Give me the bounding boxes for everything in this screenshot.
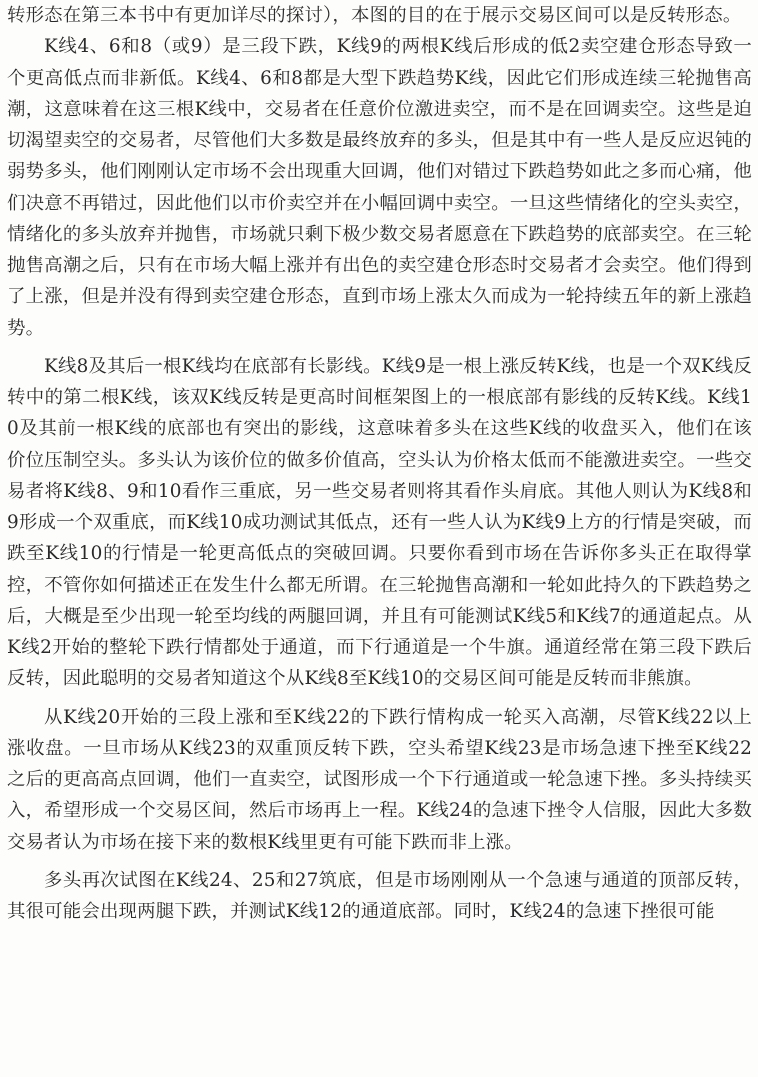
paragraph-buy-climax: 从K线20开始的三段上涨和至K线22的下跌行情构成一轮买入高潮，尽管K线22以上涨收盘。一旦市场从K线23的双重顶反转下跌，空头希望K线23是市场急速下挫至K线22之后的更高高点回调，他们一直卖空，试图形成一个下行通道或一轮急速下挫。多头持续买入，希望形成一个交易区间，然后市场再上一程。K线24的急速下挫令人信服，因此大多数交易者认为市场在接下来的数根K线里更有可能下跌而非上涨。	[7, 706, 752, 853]
paragraph-bottoming-attempt: 多头再次试图在K线24、25和27筑底，但是市场刚刚从一个急速与通道的顶部反转，其很可能会出现两腿下跌，并测试K线12的通道底部。同时，K线24的急速下挫很可能	[7, 869, 752, 922]
paragraph-continued: 转形态在第三本书中有更加详尽的探讨），本图的目的在于展示交易区间可以是反转形态。	[7, 5, 742, 26]
body-text	[7, 0, 752, 927]
paragraph-three-selling-climaxes: K线4、6和8（或9）是三段下跌，K线9的两根K线后形成的低2卖空建仓形态导致一个更高低点而非新低。K线4、6和8都是大型下跌趋势K线，因此它们形成连续三轮抛售高潮，这意味着在这三根K线中，交易者在任意价位激进卖空，而不是在回调卖空。这些是迫切渴望卖空的交易者，尽管他们大多数是最终放弃的多头，但是其中有一些人是反应迟钝的弱势多头，他们刚刚认定市场不会出现重大回调，他们对错过下跌趋势如此之多而心痛，他们决意不再错过，因此他们以市价卖空并在小幅回调中卖空。一旦这些情绪化的空头卖空，情绪化的多头放弃并抛售，市场就只剩下极少数交易者愿意在下跌趋势的底部卖空。在三轮抛售高潮之后，只有在市场大幅上涨并有出色的卖空建仓形态时交易者才会卖空。他们得到了上涨，但是并没有得到卖空建仓形态，直到市场上涨太久而成为一轮持续五年的新上涨趋势。	[7, 36, 752, 339]
paragraph-bottom-tails: K线8及其后一根K线均在底部有长影线。K线9是一根上涨反转K线，也是一个双K线反转中的第二根K线，该双K线反转是更高时间框架图上的一根底部有影线的反转K线。K线10及其前一根K线的底部也有突出的影线，这意味着多头在这些K线的收盘买入，他们在该价位压制空头。多头认为该价位的做多价值高，空头认为价格太低而不能激进卖空。一些交易者将K线8、9和10看作三重底，另一些交易者则将其看作头肩底。其他人则认为K线8和9形成一个双重底，而K线10成功测试其低点，还有一些人认为K线9上方的行情是突破，而跌至K线10的行情是一轮更高低点的突破回调。只要你看到市场在告诉你多头正在取得掌控，不管你如何描述正在发生什么都无所谓。在三轮抛售高潮和一轮如此持久的下跌趋势之后，大概是至少出现一轮至均线的两腿回调，并且有可能测试K线5和K线7的通道起点。从K线2开始的整轮下跌行情都处于通道，而下行通道是一个牛旗。通道经常在第三段下跌后反转，因此聪明的交易者知道这个从K线8至K线10的交易区间可能是反转而非熊旗。	[7, 355, 752, 690]
